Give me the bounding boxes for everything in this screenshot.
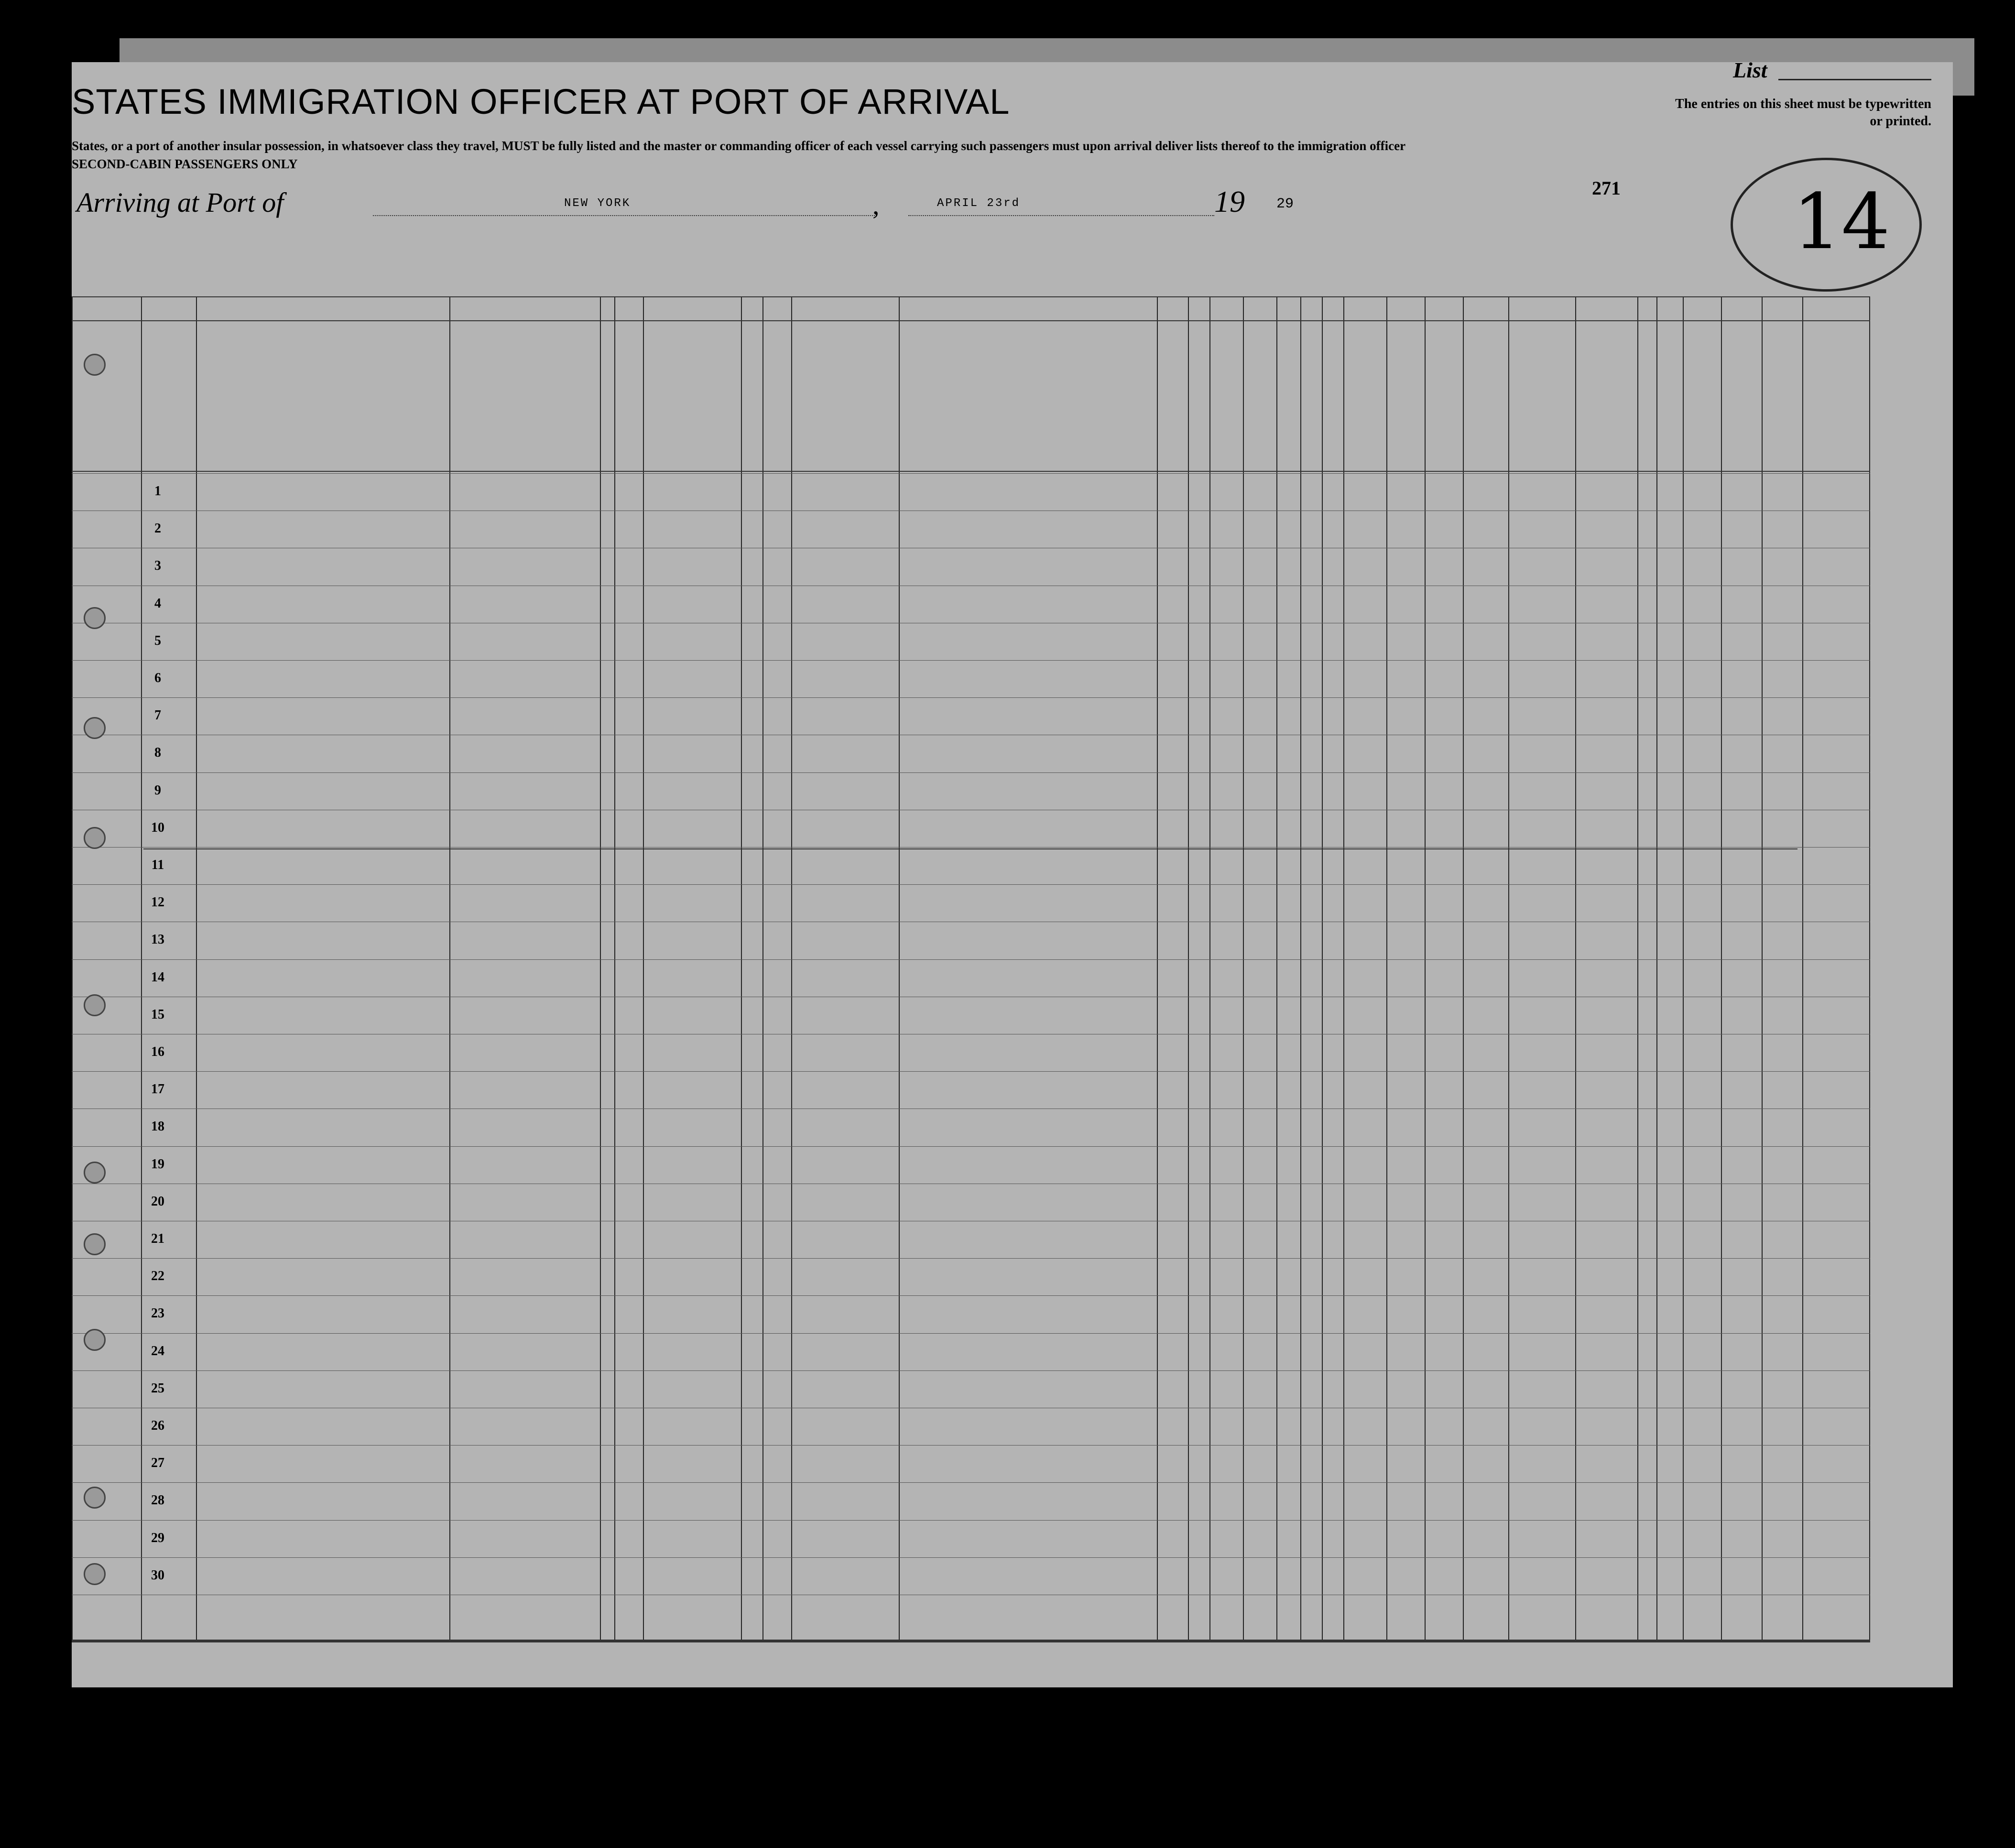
row-number: 2 xyxy=(154,521,161,536)
row-number: 13 xyxy=(151,932,164,947)
row-rule xyxy=(72,473,1870,474)
row-number: 26 xyxy=(151,1418,164,1433)
column-rule xyxy=(1463,296,1464,1640)
binder-hole xyxy=(84,717,106,739)
port-rule xyxy=(373,215,875,216)
row-number: 28 xyxy=(151,1493,164,1508)
binder-hole xyxy=(84,1329,106,1351)
row-number: 16 xyxy=(151,1044,164,1059)
binder-hole xyxy=(84,827,106,849)
row-number: 5 xyxy=(154,633,161,648)
row-rule xyxy=(72,1445,1870,1446)
binder-hole xyxy=(84,1162,106,1184)
binder-hole xyxy=(84,1487,106,1509)
row-rule xyxy=(72,847,1870,848)
column-rule xyxy=(1637,296,1638,1640)
year-suffix: 29 xyxy=(1276,196,1294,212)
footnote: NOTE.—Full text of question 28 is as follows: Whether a person who believes in or advocates the overthrow by force or violence of the Government of the United States or of all forms of law, or who disbelieves in or is opposed to organized government, or who advocates the assassination of public officials, or who advocates or teaches the unlawful destruction of property, or is a member of or affiliated with any organization entertaining and teaching disbelief in or opposition to organized government or which teaches the unlawful destruction of property, or who advocates or teaches the duty, necessity, or propriety of the unlawful assaulting or killing of any officer or officers, either of specific individuals or of officers generally, of the Government of the United States or of any other organized government because of his or their official character. xyxy=(215,1712,1458,1749)
column-rule xyxy=(1575,296,1576,1640)
row-number: 18 xyxy=(151,1119,164,1134)
list-label: List xyxy=(1733,58,1767,82)
comma: , xyxy=(872,189,880,220)
column-rule xyxy=(643,296,644,1640)
port-value: NEW YORK xyxy=(564,197,631,210)
row-number: 3 xyxy=(154,558,161,574)
row-number: 10 xyxy=(151,820,164,835)
header-rule xyxy=(72,296,1870,297)
manifest-sheet xyxy=(72,62,1953,1687)
row-number: 9 xyxy=(154,783,161,798)
row-number: 27 xyxy=(151,1456,164,1471)
row-number: 20 xyxy=(151,1194,164,1209)
column-rule xyxy=(1276,296,1277,1640)
binder-hole xyxy=(84,1233,106,1255)
column-rule xyxy=(1802,296,1803,1640)
row-number: 6 xyxy=(154,671,161,685)
column-rule xyxy=(1869,296,1870,1640)
row-number: 25 xyxy=(151,1381,164,1396)
row-number: 22 xyxy=(151,1269,164,1284)
column-rule xyxy=(1243,296,1244,1640)
column-rule xyxy=(1157,296,1158,1640)
column-rule xyxy=(791,296,792,1640)
section-rule xyxy=(143,848,1797,849)
binder-hole xyxy=(84,607,106,629)
row-number: 23 xyxy=(151,1306,164,1321)
column-rule xyxy=(1300,296,1301,1640)
row-number: 12 xyxy=(151,895,164,910)
date-rule xyxy=(908,215,1214,216)
year-prefix: 19 xyxy=(1214,185,1245,218)
row-number: 1 xyxy=(154,484,161,499)
arriving-label: Arriving at Port of xyxy=(76,187,284,218)
page-title: STATES IMMIGRATION OFFICER AT PORT OF ARRIVAL xyxy=(72,82,1010,121)
row-number: 21 xyxy=(151,1231,164,1246)
column-rule xyxy=(1188,296,1189,1640)
column-rule xyxy=(1343,296,1344,1640)
column-rule xyxy=(741,296,742,1640)
typewritten-notice: The entries on this sheet must be typewritten or printed. xyxy=(1675,97,1931,129)
binder-hole xyxy=(84,1563,106,1585)
binder-hole xyxy=(84,354,106,376)
row-rule xyxy=(72,1482,1870,1483)
column-rule xyxy=(1683,296,1684,1640)
column-rule xyxy=(1762,296,1763,1640)
row-number: 24 xyxy=(151,1343,164,1359)
row-rule xyxy=(72,1520,1870,1521)
row-number: 14 xyxy=(151,969,164,985)
row-number: 8 xyxy=(154,745,161,761)
column-rule xyxy=(1322,296,1323,1640)
column-rule xyxy=(1209,296,1210,1640)
column-rule xyxy=(449,296,450,1640)
date-value: APRIL 23rd xyxy=(937,197,1021,210)
row-rule xyxy=(72,697,1870,698)
column-rule xyxy=(196,296,197,1640)
column-rule xyxy=(141,296,142,1640)
row-number: 11 xyxy=(151,858,164,872)
column-rule xyxy=(762,296,763,1640)
row-rule xyxy=(72,1295,1870,1296)
row-number: 30 xyxy=(151,1567,164,1583)
page-number: 271 xyxy=(1592,177,1621,199)
row-rule xyxy=(72,772,1870,773)
column-rule xyxy=(72,296,73,1640)
row-rule xyxy=(72,1333,1870,1334)
header-rule xyxy=(72,471,1870,472)
column-rule xyxy=(1425,296,1426,1640)
row-rule xyxy=(72,1258,1870,1259)
column-rule xyxy=(600,296,601,1640)
row-number: 15 xyxy=(151,1007,164,1022)
column-rule xyxy=(614,296,615,1640)
class-line: SECOND-CABIN PASSENGERS ONLY xyxy=(72,157,298,171)
binder-hole xyxy=(84,994,106,1016)
row-rule xyxy=(72,1146,1870,1147)
form-code: 14—430 xyxy=(1100,1800,1126,1808)
row-rule xyxy=(72,959,1870,960)
row-number: 4 xyxy=(154,596,161,611)
header-rule xyxy=(72,320,1870,321)
row-number: 7 xyxy=(154,708,161,723)
column-rule xyxy=(1386,296,1387,1640)
row-rule xyxy=(72,884,1870,885)
sheet-number-handwritten: 14 xyxy=(1793,177,1890,266)
page-subtitle: States, or a port of another insular possession, in whatsoever class they travel, MUST be fully listed and the master or commanding officer of each vessel carrying such passengers must upon arrival deliver lists thereof to the immigration officer xyxy=(72,139,1406,153)
list-rule xyxy=(1778,79,1931,80)
row-number: 17 xyxy=(151,1082,164,1097)
column-rule xyxy=(899,296,900,1640)
column-rule xyxy=(1508,296,1509,1640)
row-rule xyxy=(72,1557,1870,1558)
table-bottom-rule xyxy=(72,1640,1870,1642)
row-number: 19 xyxy=(151,1156,164,1172)
row-rule xyxy=(72,660,1870,661)
row-number: 29 xyxy=(151,1530,164,1545)
column-rule xyxy=(1721,296,1722,1640)
row-rule xyxy=(72,1071,1870,1072)
column-rule xyxy=(1656,296,1657,1640)
row-rule xyxy=(72,1370,1870,1371)
